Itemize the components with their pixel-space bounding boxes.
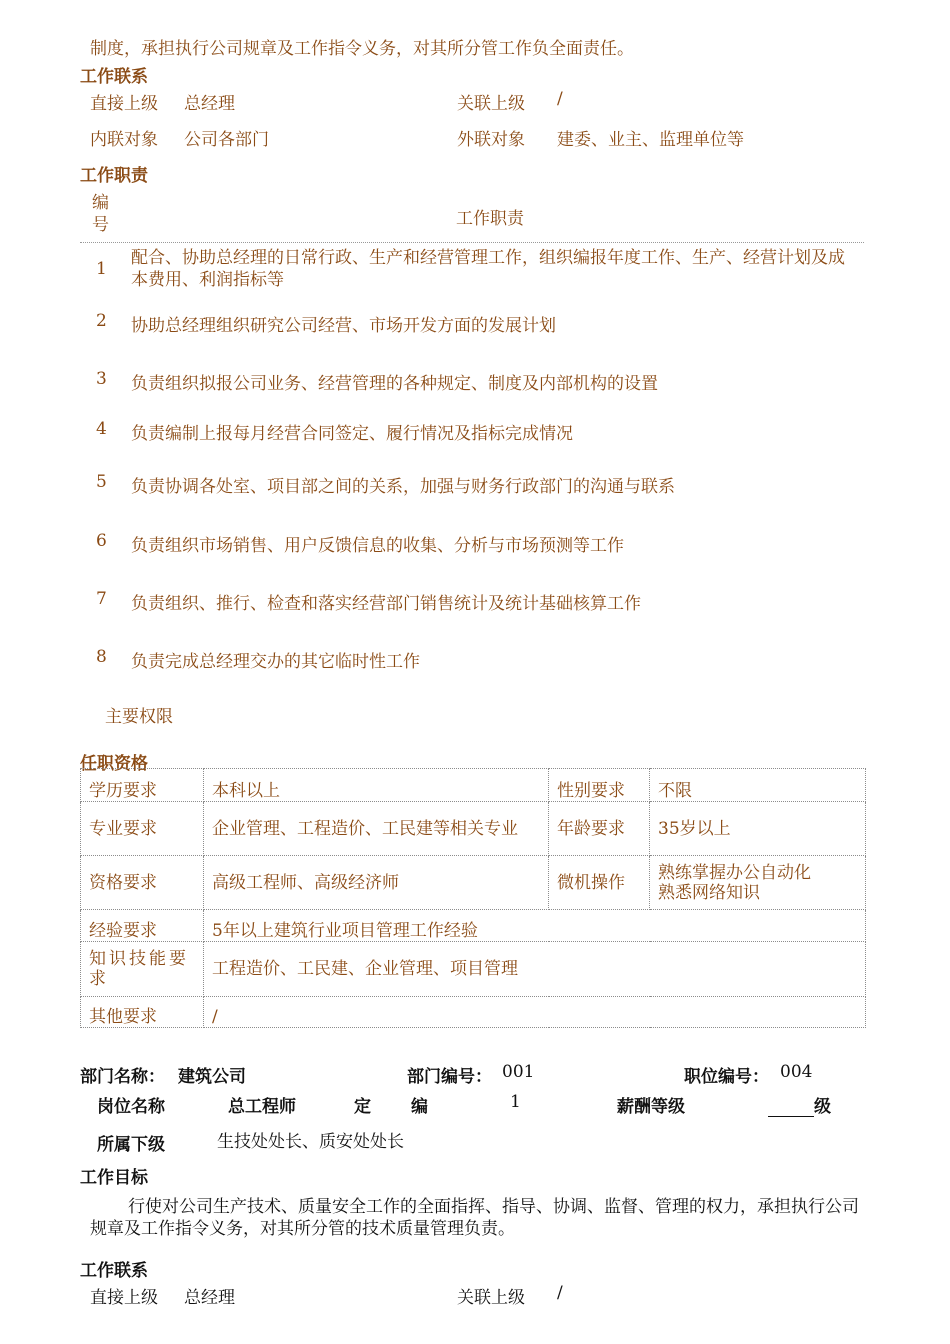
other-value: /: [204, 997, 866, 1028]
certificate-label: 资格要求: [81, 856, 204, 910]
skills-label: 知识技能要求: [81, 942, 204, 997]
education-label: 学历要求: [81, 769, 204, 802]
dept-no-label: 部门编号：: [407, 1067, 492, 1087]
table-row: [81, 910, 866, 942]
section-heading-duties: 工作职责: [80, 166, 148, 186]
continued-paragraph: 制度，承担执行公司规章及工作指令义务，对其所分管工作负全面责任。: [90, 39, 634, 59]
computer-value-line-2: 熟悉网络知识: [658, 882, 760, 903]
salary-label: 薪酬等级: [617, 1097, 685, 1117]
goal-text: 行使对公司生产技术、质量安全工作的全面指挥、指导、协调、监督、管理的权力，承担执行公司规章及工作指令义务，对其所分管的技术质量管理负责。: [90, 1197, 859, 1239]
computer-label: 微机操作: [549, 856, 650, 910]
section-heading-qualification: 任职资格: [80, 754, 148, 774]
duty-number: 6: [96, 531, 107, 551]
related-superior-label: 关联上级: [457, 94, 525, 114]
duties-header-divider: [80, 242, 864, 243]
duty-number: 3: [96, 369, 107, 389]
duty-text: 配合、协助总经理的日常行政、生产和经营管理工作，组织编报年度工作、生产、经营计划及成本费用、利润指标等: [131, 248, 845, 290]
quota-value: 1: [510, 1092, 521, 1112]
external-contact-label: 外联对象: [457, 130, 525, 150]
duty-number: 1: [96, 259, 107, 279]
duty-number: 4: [96, 419, 107, 439]
next-related-superior-value: /: [557, 1283, 563, 1303]
next-direct-superior-label: 直接上级: [90, 1288, 158, 1308]
goal-heading: 工作目标: [80, 1168, 148, 1188]
subordinate-value: 生技处处长、质安处处长: [217, 1132, 404, 1152]
table-row: [81, 997, 866, 1028]
age-label: 年龄要求: [549, 802, 650, 856]
computer-value-line-1: 熟练掌握办公自动化: [658, 862, 811, 883]
external-contact-value: 建委、业主、监理单位等: [557, 130, 744, 150]
other-label: 其他要求: [81, 997, 204, 1028]
internal-contact-label: 内联对象: [90, 130, 158, 150]
next-related-superior-label: 关联上级: [457, 1288, 525, 1308]
dept-name-value: 建筑公司: [178, 1067, 246, 1087]
gender-value: 不限: [650, 769, 866, 802]
post-name-label: 岗位名称: [97, 1097, 165, 1117]
major-value: 企业管理、工程造价、工民建等相关专业: [204, 802, 549, 856]
duty-number: 7: [96, 589, 107, 609]
computer-value: [650, 856, 866, 910]
duties-col-duty: 工作职责: [456, 209, 524, 229]
duty-text: 负责完成总经理交办的其它临时性工作: [131, 652, 420, 672]
certificate-value: 高级工程师、高级经济师: [204, 856, 549, 910]
quota-label-1: 定: [354, 1097, 371, 1117]
table-row: [81, 769, 866, 802]
table-row: [81, 856, 866, 910]
duty-text: 协助总经理组织研究公司经营、市场开发方面的发展计划: [131, 316, 556, 336]
salary-suffix: 级: [814, 1097, 831, 1117]
qualification-table: [80, 768, 866, 1028]
post-no-value: 004: [780, 1062, 813, 1082]
duty-number: 2: [96, 311, 107, 331]
related-superior-value: /: [557, 89, 563, 109]
duty-text: 负责组织拟报公司业务、经营管理的各种规定、制度及内部机构的设置: [131, 374, 658, 394]
direct-superior-label: 直接上级: [90, 94, 158, 114]
dept-no-value: 001: [502, 1062, 535, 1082]
duty-text: 负责组织、推行、检查和落实经营部门销售统计及统计基础核算工作: [131, 594, 641, 614]
duty-text: 负责编制上报每月经营合同签定、履行情况及指标完成情况: [131, 424, 573, 444]
salary-blank-line: [768, 1100, 814, 1117]
experience-label: 经验要求: [81, 910, 204, 942]
post-no-label: 职位编号：: [684, 1067, 769, 1087]
direct-superior-value: 总经理: [184, 94, 235, 114]
next-contact-heading: 工作联系: [80, 1261, 148, 1281]
salary-level-field: [768, 1092, 831, 1117]
internal-contact-value: 公司各部门: [184, 130, 269, 150]
duty-text: 负责协调各处室、项目部之间的关系，加强与财务行政部门的沟通与联系: [131, 477, 675, 497]
authority-heading: 主要权限: [105, 707, 173, 727]
major-label: 专业要求: [81, 802, 204, 856]
gender-label: 性别要求: [549, 769, 650, 802]
education-value: 本科以上: [204, 769, 549, 802]
duties-col-number: 编号: [92, 193, 109, 235]
quota-label-2: 编: [411, 1097, 428, 1117]
duty-number: 5: [96, 472, 107, 492]
post-name-value: 总工程师: [228, 1097, 296, 1117]
experience-value: 5年以上建筑行业项目管理工作经验: [204, 910, 866, 942]
duty-text: 负责组织市场销售、用户反馈信息的收集、分析与市场预测等工作: [131, 536, 624, 556]
skills-value: 工程造价、工民建、企业管理、项目管理: [204, 942, 866, 997]
table-row: [81, 802, 866, 856]
age-value: 35岁以上: [650, 802, 866, 856]
dept-name-label: 部门名称：: [80, 1067, 165, 1087]
duty-number: 8: [96, 647, 107, 667]
subordinate-label: 所属下级: [97, 1135, 165, 1155]
table-row: [81, 942, 866, 997]
next-direct-superior-value: 总经理: [184, 1288, 235, 1308]
section-heading-contact: 工作联系: [80, 67, 148, 87]
